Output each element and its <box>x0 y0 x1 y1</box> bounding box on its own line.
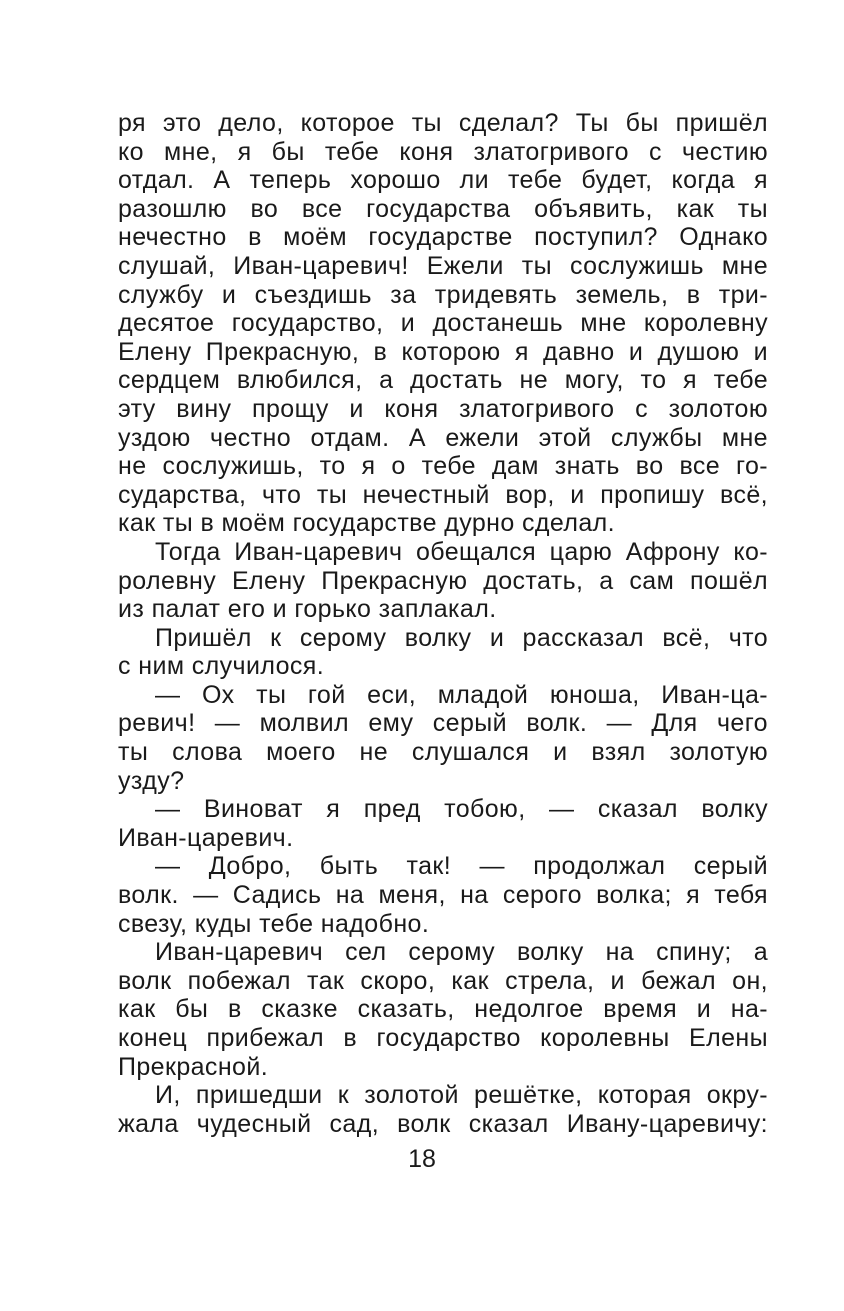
text-line: волк побежал так скоро, как стрела, и бежал он, <box>118 966 768 995</box>
text-line: сударства, что ты нечестный вор, и пропишу всё, <box>118 480 768 509</box>
text-line: Пришёл к серому волку и рассказал всё, что <box>155 623 768 652</box>
text-line: нечестно в моём государстве поступил? Однако <box>118 223 768 252</box>
text-line: Тогда Иван-царевич обещался царю Афрону ко- <box>155 537 768 566</box>
text-line: службу и съездишь за тридевять земель, в три- <box>118 280 768 309</box>
text-line: Иван-царевич сел серому волку на спину; а <box>155 938 768 967</box>
text-line: уздою честно отдам. А ежели этой службы мне <box>118 423 768 452</box>
text-line: как ты в моём государстве дурно сделал. <box>118 509 615 538</box>
text-line: ря это дело, которое ты сделал? Ты бы пришёл <box>118 109 768 137</box>
text-line: эту вину прощу и коня златогривого с золотою <box>118 394 768 423</box>
text-line: как бы в сказке сказать, недолгое время и на- <box>118 995 768 1024</box>
page-body-text <box>118 109 768 1138</box>
text-line: Иван-царевич. <box>118 823 294 852</box>
text-line: ревич! — молвил ему серый волк. — Для чего <box>118 709 768 738</box>
text-line: Прекрасной. <box>118 1052 269 1081</box>
text-line: — Добро, быть так! — продолжал серый <box>155 852 768 881</box>
text-line: — Виноват я пред тобою, — сказал волку <box>155 795 768 824</box>
text-line: И, пришедши к золотой решётке, которая окру- <box>155 1081 768 1110</box>
text-line: сердцем влюбился, а достать не могу, то я тебе <box>118 366 768 395</box>
text-line: — Ох ты гой еси, младой юноша, Иван-ца- <box>155 680 768 709</box>
text-line: десятое государство, и достанешь мне королевну <box>118 309 768 338</box>
text-line: ты слова моего не слушался и взял золотую <box>118 738 768 767</box>
text-line: конец прибежал в государство королевны Елены <box>118 1024 768 1052</box>
text-line: Елену Прекрасную, в которою я давно и душою и <box>118 337 768 366</box>
text-line: отдал. А теперь хорошо ли тебе будет, когда я <box>118 166 768 195</box>
text-line: из палат его и горько заплакал. <box>118 595 497 624</box>
text-line: узду? <box>118 766 185 795</box>
text-line: слушай, Иван-царевич! Ежели ты сослужишь мне <box>118 251 768 280</box>
text-line: жала чудесный сад, волк сказал Ивану-царевичу: <box>118 1109 768 1138</box>
text-line: не сослужишь, то я о тебе дам знать во все го- <box>118 452 768 481</box>
text-line: свезу, куды тебе надобно. <box>118 909 430 938</box>
text-line: волк. — Садись на меня, на серого волка; я тебя <box>118 881 768 910</box>
text-line: ролевну Елену Прекрасную достать, а сам пошёл <box>118 566 768 595</box>
text-line: ко мне, я бы тебе коня златогривого с честию <box>118 137 768 166</box>
page-number: 18 <box>408 1145 436 1173</box>
text-line: с ним случилося. <box>118 652 325 681</box>
text-line: разошлю во все государства объявить, как ты <box>118 194 768 223</box>
